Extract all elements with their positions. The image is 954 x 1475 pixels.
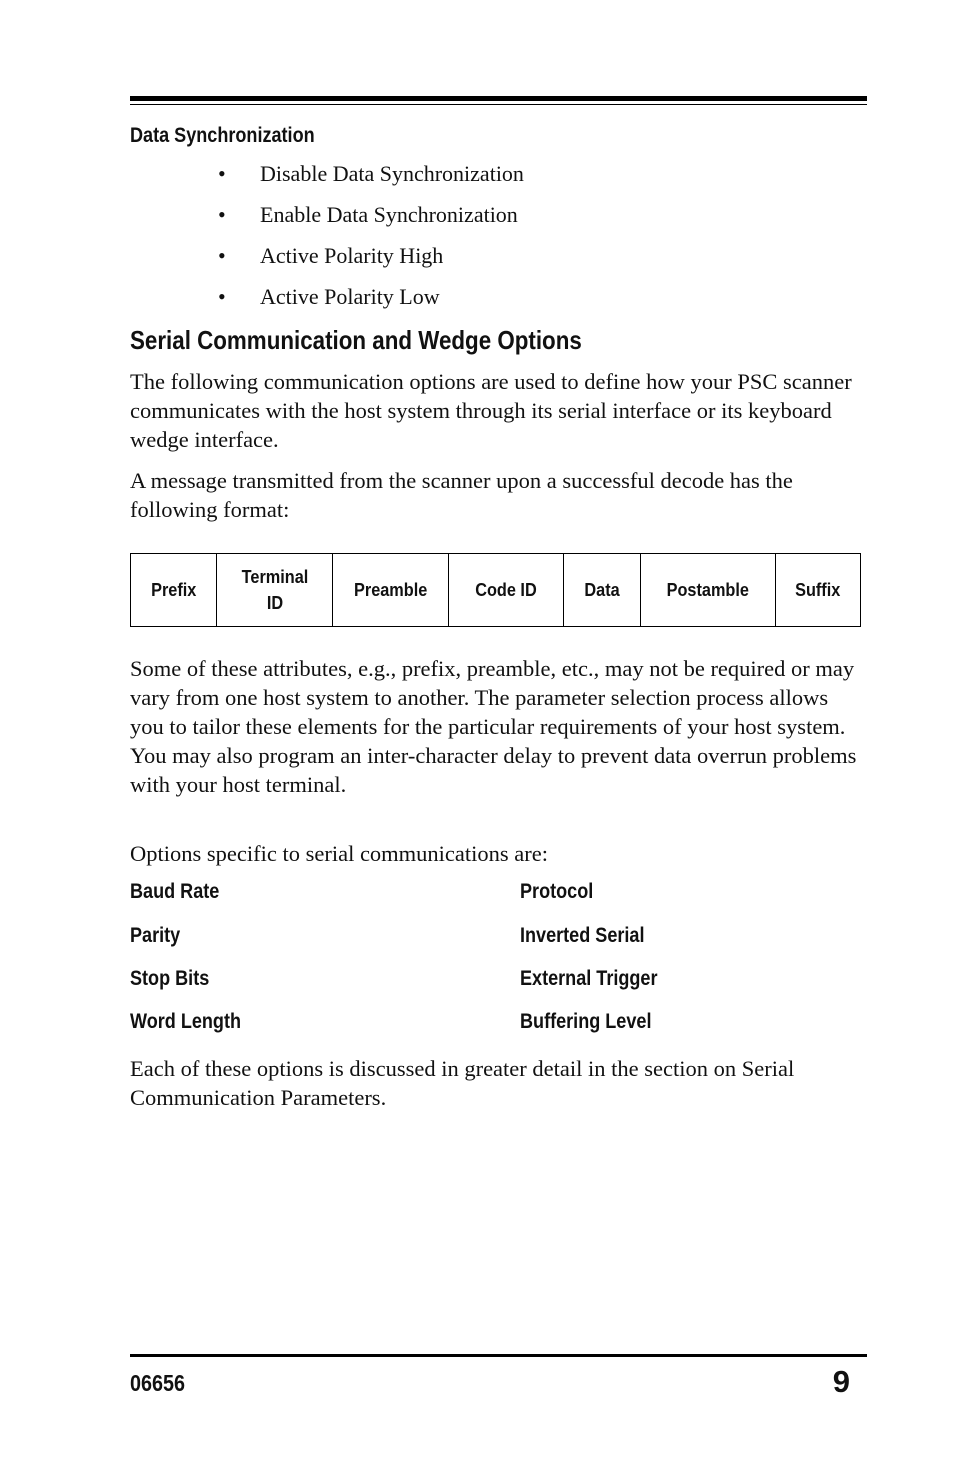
list-item-text: Active Polarity High — [260, 243, 444, 268]
list-item-text: Disable Data Synchronization — [260, 161, 524, 186]
closing-paragraph: Each of these options is discussed in greater detail in the section on Serial Communication Parameters. — [130, 1056, 795, 1110]
document-number: 06656 — [130, 1370, 186, 1396]
bullet-icon: • — [218, 284, 226, 309]
section-heading: Serial Communication and Wedge Options — [130, 325, 582, 355]
option-stop-bits: Stop Bits — [130, 967, 210, 990]
table-cell: Terminal ID — [217, 554, 333, 627]
table-cell: Preamble — [333, 554, 449, 627]
table-cell: Code ID — [449, 554, 563, 627]
option-inverted-serial: Inverted Serial — [520, 924, 645, 947]
option-protocol: Protocol — [520, 880, 594, 903]
message-format-paragraph: A message transmitted from the scanner upon a successful decode has the following format: — [130, 468, 793, 522]
list-item-text: Enable Data Synchronization — [260, 202, 518, 227]
table-cell: Suffix — [775, 554, 860, 627]
header-rule-thick — [130, 96, 867, 101]
table-cell: Postamble — [640, 554, 775, 627]
option-external-trigger: External Trigger — [520, 967, 658, 990]
message-format-table — [130, 553, 861, 627]
footer-rule — [130, 1354, 867, 1357]
intro-paragraph: The following communication options are used to define how your PSC scanner communicates with the host system through its serial interface or its keyboard wedge interface. — [130, 369, 852, 452]
bullet-icon: • — [218, 202, 226, 227]
option-baud-rate: Baud Rate — [130, 880, 220, 903]
table-cell: Data — [563, 554, 640, 627]
option-parity: Parity — [130, 924, 181, 947]
table-cell: Prefix — [131, 554, 217, 627]
option-buffering-level: Buffering Level — [520, 1010, 652, 1033]
bullet-icon: • — [218, 161, 226, 186]
table-row — [131, 554, 861, 627]
header-rule-thin — [130, 104, 867, 105]
list-item-text: Active Polarity Low — [260, 284, 440, 309]
sync-options-list — [218, 160, 524, 324]
list-item — [218, 242, 524, 283]
section-title: Data Synchronization — [130, 124, 315, 147]
list-item — [218, 160, 524, 201]
list-item — [218, 201, 524, 242]
page-number: 9 — [832, 1364, 850, 1399]
serial-options-intro: Options specific to serial communications are: — [130, 841, 549, 866]
attributes-paragraph: Some of these attributes, e.g., prefix, preamble, etc., may not be required or may vary from one host system to another. The parameter selection process allows you to tailor these elements for the particular requirements of your host system. You may also program an inter-character delay to prevent data overrun problems with your host terminal. — [130, 656, 857, 797]
option-word-length: Word Length — [130, 1010, 242, 1033]
bullet-icon: • — [218, 243, 226, 268]
list-item — [218, 283, 524, 324]
